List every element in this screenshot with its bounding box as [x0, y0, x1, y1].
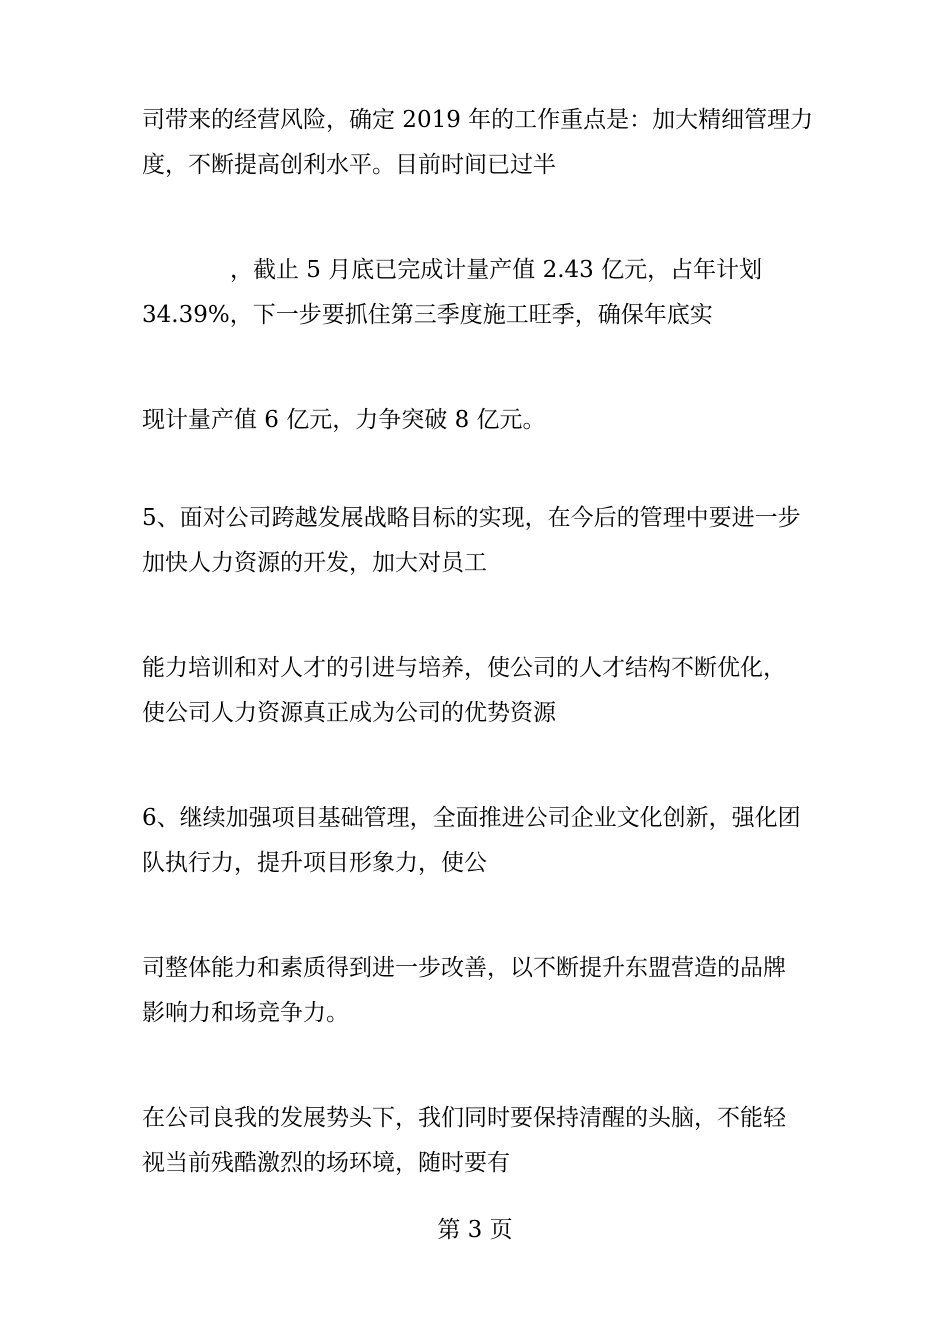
paragraph-line: 司带来的经营风险，确定 2019 年的工作重点是：加大精细管理力	[142, 107, 814, 133]
paragraph-1	[142, 98, 822, 188]
page-number: 第 3 页	[437, 1217, 513, 1243]
paragraph-line: 视当前残酷激烈的场环境，随时要有	[142, 1150, 510, 1176]
paragraph-line: 6、继续加强项目基础管理，全面推进公司企业文化创新，强化团	[142, 805, 801, 831]
paragraph-3	[142, 398, 822, 443]
paragraph-line: 5、面对公司跨越发展战略目标的实现，在今后的管理中要进一步	[142, 505, 801, 531]
paragraph-line: 队执行力，提升项目形象力，使公	[142, 850, 487, 876]
paragraph-line: 影响力和场竞争力。	[142, 1000, 349, 1026]
paragraph-line: 司整体能力和素质得到进一步改善，以不断提升东盟营造的品牌	[142, 955, 786, 981]
paragraph-line: 能力培训和对人才的引进与培养，使公司的人才结构不断优化，	[142, 655, 786, 681]
paragraph-7	[142, 946, 822, 1036]
paragraph-4	[142, 496, 822, 586]
paragraph-2	[142, 248, 822, 338]
paragraph-line: 使公司人力资源真正成为公司的优势资源	[142, 700, 556, 726]
paragraph-line: 现计量产值 6 亿元，力争突破 8 亿元。	[142, 407, 546, 433]
paragraph-line: 加快人力资源的开发，加大对员工	[142, 550, 487, 576]
paragraph-line: 度，不断提高创利水平。目前时间已过半	[142, 152, 556, 178]
paragraph-line: ，截止 5 月底已完成计量产值 2.43 亿元，占年计划	[230, 257, 763, 283]
paragraph-8	[142, 1096, 822, 1186]
paragraph-line: 34.39%，下一步要抓住第三季度施工旺季，确保年底实	[142, 302, 713, 328]
paragraph-line: 在公司良我的发展势头下，我们同时要保持清醒的头脑，不能轻	[142, 1105, 786, 1131]
paragraph-5	[142, 646, 822, 736]
paragraph-6	[142, 796, 822, 886]
